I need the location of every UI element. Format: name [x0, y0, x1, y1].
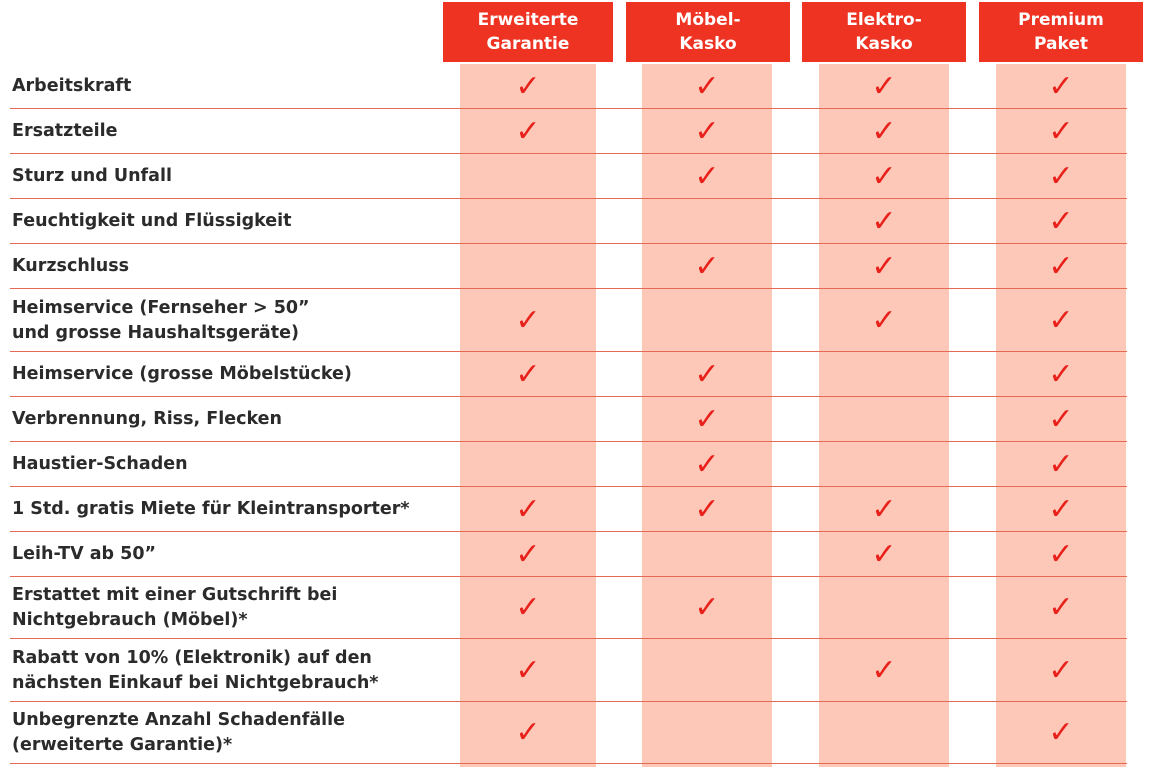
checkmark-icon: ✓: [871, 158, 897, 194]
table-cell: [642, 487, 772, 532]
table-row: [0, 397, 1149, 442]
table-cell: [460, 352, 596, 397]
table-cell: [642, 154, 772, 199]
table-cell: [819, 64, 949, 109]
checkmark-icon: ✓: [871, 68, 897, 104]
checkmark-icon: ✓: [515, 715, 541, 750]
table-cell: [819, 289, 949, 352]
row-label: Heimservice (grosse Möbelstücke): [12, 364, 352, 384]
column-header-elektro-kasko: Elektro- Kasko: [802, 2, 966, 62]
table-cell: [819, 109, 949, 154]
column-header-premium-paket: Premium Paket: [979, 2, 1143, 62]
checkmark-icon: ✓: [1048, 302, 1074, 338]
table-cell: [642, 397, 772, 442]
row-label: Rabatt von 10% (Elektronik) auf den nächsten Einkauf bei Nichtgebrauch*: [12, 647, 379, 693]
checkmark-icon: ✓: [1048, 248, 1074, 284]
table-cell: [996, 442, 1126, 487]
checkmark-icon: ✓: [515, 536, 541, 572]
checkmark-icon: ✓: [694, 68, 720, 104]
checkmark-icon: ✓: [871, 248, 897, 284]
table-cell: [460, 244, 596, 289]
table-row: [0, 702, 1149, 764]
table-cell: [642, 352, 772, 397]
table-cell: [460, 702, 596, 764]
checkmark-icon: ✓: [694, 590, 720, 625]
table-row: [0, 109, 1149, 154]
checkmark-icon: ✓: [515, 302, 541, 338]
checkmark-icon: ✓: [1048, 536, 1074, 572]
table-row: [0, 199, 1149, 244]
table-row: [0, 532, 1149, 577]
row-label: Arbeitskraft: [12, 76, 132, 96]
row-label: Heimservice (Fernseher > 50” und grosse Haushaltsgeräte): [12, 297, 310, 343]
table-cell: [642, 639, 772, 702]
table-cell: [460, 397, 596, 442]
table-cell: [819, 639, 949, 702]
table-cell: [819, 442, 949, 487]
checkmark-icon: ✓: [515, 356, 541, 392]
table-cell: [642, 244, 772, 289]
table-cell: [642, 109, 772, 154]
table-cell: [996, 244, 1126, 289]
checkmark-icon: ✓: [694, 446, 720, 482]
table-cell: [642, 532, 772, 577]
row-label: Erstattet mit einer Gutschrift bei Nichtgebrauch (Möbel)*: [12, 585, 338, 630]
checkmark-icon: ✓: [871, 113, 897, 149]
table-cell: [460, 199, 596, 244]
checkmark-icon: ✓: [1048, 401, 1074, 437]
checkmark-icon: ✓: [1048, 715, 1074, 750]
table-cell: [819, 487, 949, 532]
table-cell: [996, 577, 1126, 639]
row-label: Unbegrenzte Anzahl Schadenfälle (erweiterte Garantie)*: [12, 710, 345, 755]
table-cell: [460, 639, 596, 702]
checkmark-icon: ✓: [694, 356, 720, 392]
table-cell: [819, 199, 949, 244]
table-cell: [996, 289, 1126, 352]
table-cell: [460, 577, 596, 639]
table-cell: [996, 487, 1126, 532]
table-cell: [996, 702, 1126, 764]
row-label: Feuchtigkeit und Flüssigkeit: [12, 211, 292, 231]
table-cell: [996, 532, 1126, 577]
table-cell: [642, 64, 772, 109]
table-cell: [460, 442, 596, 487]
checkmark-icon: ✓: [515, 68, 541, 104]
checkmark-icon: ✓: [1048, 203, 1074, 239]
checkmark-icon: ✓: [515, 590, 541, 625]
table-row: [0, 639, 1149, 702]
table-cell: [460, 154, 596, 199]
table-row: [0, 352, 1149, 397]
checkmark-icon: ✓: [871, 203, 897, 239]
row-label: Leih-TV ab 50”: [12, 544, 157, 564]
table-cell: [996, 639, 1126, 702]
table-cell: [642, 442, 772, 487]
table-cell: [996, 154, 1126, 199]
checkmark-icon: ✓: [694, 491, 720, 527]
table-cell: [819, 397, 949, 442]
comparison-table: [0, 64, 1149, 764]
checkmark-icon: ✓: [515, 113, 541, 149]
table-cell: [460, 64, 596, 109]
checkmark-icon: ✓: [1048, 356, 1074, 392]
table-cell: [819, 577, 949, 639]
checkmark-icon: ✓: [1048, 491, 1074, 527]
table-cell: [642, 199, 772, 244]
row-label: Sturz und Unfall: [12, 166, 172, 186]
table-row: [0, 244, 1149, 289]
checkmark-icon: ✓: [871, 302, 897, 338]
checkmark-icon: ✓: [1048, 590, 1074, 625]
checkmark-icon: ✓: [1048, 446, 1074, 482]
checkmark-icon: ✓: [871, 652, 897, 688]
row-divider: [10, 763, 1127, 764]
table-cell: [819, 702, 949, 764]
table-row: [0, 442, 1149, 487]
row-label: Ersatzteile: [12, 121, 118, 141]
table-cell: [819, 154, 949, 199]
checkmark-icon: ✓: [1048, 68, 1074, 104]
column-header-erweiterte-garantie: Erweiterte Garantie: [443, 2, 613, 62]
table-cell: [642, 577, 772, 639]
checkmark-icon: ✓: [871, 536, 897, 572]
row-label: 1 Std. gratis Miete für Kleintransporter*: [12, 499, 410, 519]
table-cell: [642, 289, 772, 352]
table-cell: [819, 532, 949, 577]
checkmark-icon: ✓: [694, 401, 720, 437]
table-cell: [819, 244, 949, 289]
table-cell: [996, 199, 1126, 244]
table-row: [0, 289, 1149, 352]
row-label: Haustier-Schaden: [12, 454, 188, 474]
table-row: [0, 64, 1149, 109]
table-cell: [642, 702, 772, 764]
column-header-moebel-kasko: Möbel- Kasko: [626, 2, 790, 62]
checkmark-icon: ✓: [871, 491, 897, 527]
table-row: [0, 577, 1149, 639]
table-cell: [996, 397, 1126, 442]
table-cell: [996, 352, 1126, 397]
checkmark-icon: ✓: [694, 158, 720, 194]
table-cell: [460, 109, 596, 154]
table-cell: [819, 352, 949, 397]
checkmark-icon: ✓: [1048, 158, 1074, 194]
row-label: Verbrennung, Riss, Flecken: [12, 409, 282, 429]
checkmark-icon: ✓: [694, 248, 720, 284]
table-row: [0, 487, 1149, 532]
checkmark-icon: ✓: [515, 491, 541, 527]
table-cell: [460, 532, 596, 577]
table-cell: [460, 487, 596, 532]
table-cell: [996, 109, 1126, 154]
checkmark-icon: ✓: [1048, 652, 1074, 688]
table-cell: [996, 64, 1126, 109]
checkmark-icon: ✓: [1048, 113, 1074, 149]
table-row: [0, 154, 1149, 199]
checkmark-icon: ✓: [515, 652, 541, 688]
table-cell: [460, 289, 596, 352]
checkmark-icon: ✓: [694, 113, 720, 149]
row-label: Kurzschluss: [12, 256, 130, 276]
